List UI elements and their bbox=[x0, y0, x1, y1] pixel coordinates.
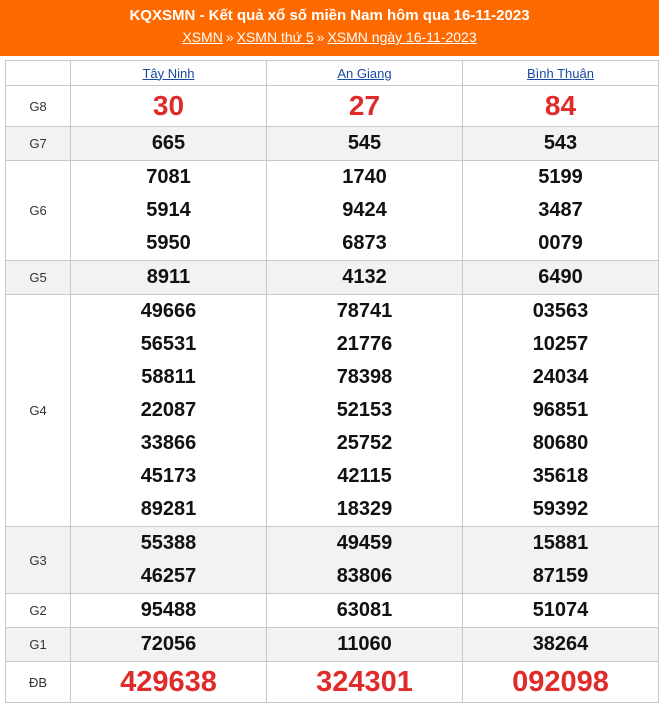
prize-label: G7 bbox=[6, 127, 71, 161]
result-number: 5950 bbox=[146, 232, 191, 254]
prize-cell bbox=[267, 161, 463, 261]
prize-row bbox=[6, 86, 659, 127]
province-header bbox=[267, 61, 463, 86]
result-number: 3487 bbox=[538, 199, 583, 221]
province-header bbox=[463, 61, 659, 86]
prize-row bbox=[6, 628, 659, 662]
result-number: 78741 bbox=[336, 300, 393, 322]
province-link-an-giang[interactable]: An Giang bbox=[337, 65, 392, 81]
prize-label: G5 bbox=[6, 261, 71, 295]
result-number: 9424 bbox=[342, 199, 387, 221]
result-number: 42115 bbox=[337, 465, 392, 487]
prize-label: G1 bbox=[6, 628, 71, 662]
result-number: 8911 bbox=[146, 266, 191, 288]
result-number: 63081 bbox=[336, 599, 393, 621]
result-number: 84 bbox=[544, 90, 577, 121]
result-number: 6490 bbox=[538, 266, 583, 288]
prize-row bbox=[6, 261, 659, 295]
prize-label: G3 bbox=[6, 527, 71, 594]
result-number: 0079 bbox=[538, 232, 583, 254]
prize-row bbox=[6, 295, 659, 527]
prize-rows bbox=[6, 86, 659, 703]
result-number: 51074 bbox=[532, 599, 589, 621]
result-number: 24034 bbox=[532, 366, 589, 388]
prize-row bbox=[6, 161, 659, 261]
page-header bbox=[0, 0, 659, 56]
result-number: 18329 bbox=[336, 498, 393, 520]
prize-cell bbox=[463, 527, 659, 594]
prize-cell bbox=[71, 127, 267, 161]
result-number: 87159 bbox=[532, 565, 589, 587]
result-number: 21776 bbox=[336, 333, 393, 355]
prize-cell bbox=[463, 161, 659, 261]
result-number: 55388 bbox=[140, 532, 197, 554]
prize-cell bbox=[71, 594, 267, 628]
result-number: 49459 bbox=[336, 532, 393, 554]
result-number: 78398 bbox=[336, 366, 393, 388]
result-number: 89281 bbox=[140, 498, 197, 520]
prize-label: G8 bbox=[6, 86, 71, 127]
result-number: 25752 bbox=[336, 432, 393, 454]
result-number: 58811 bbox=[141, 366, 196, 388]
result-number: 72056 bbox=[140, 633, 197, 655]
province-link-binh-thuan[interactable]: Bình Thuận bbox=[527, 65, 594, 81]
prize-cell bbox=[71, 628, 267, 662]
result-number: 1740 bbox=[342, 166, 387, 188]
prize-cell bbox=[267, 127, 463, 161]
result-number: 5914 bbox=[146, 199, 191, 221]
result-number: 22087 bbox=[140, 399, 197, 421]
result-number: 49666 bbox=[140, 300, 197, 322]
result-number: 543 bbox=[543, 132, 578, 154]
result-number: 46257 bbox=[140, 565, 197, 587]
breadcrumb bbox=[0, 27, 659, 47]
prize-label: G2 bbox=[6, 594, 71, 628]
prize-cell bbox=[463, 86, 659, 127]
prize-cell bbox=[71, 161, 267, 261]
breadcrumb-xsmn-date-link[interactable]: XSMN ngày 16-11-2023 bbox=[327, 29, 477, 45]
result-number: 96851 bbox=[532, 399, 589, 421]
prize-cell bbox=[71, 86, 267, 127]
result-number: 4132 bbox=[342, 266, 387, 288]
corner-cell bbox=[6, 61, 71, 86]
result-number: 15881 bbox=[532, 532, 589, 554]
prize-row bbox=[6, 127, 659, 161]
prize-cell bbox=[71, 261, 267, 295]
breadcrumb-xsmn-thu5-link[interactable]: XSMN thứ 5 bbox=[236, 29, 314, 45]
result-number: 56531 bbox=[140, 333, 197, 355]
result-number: 35618 bbox=[532, 465, 589, 487]
prize-cell bbox=[267, 662, 463, 703]
results-table bbox=[5, 60, 659, 703]
result-number: 092098 bbox=[512, 666, 609, 698]
prize-cell bbox=[267, 86, 463, 127]
prize-cell bbox=[71, 527, 267, 594]
result-number: 10257 bbox=[532, 333, 589, 355]
result-number: 7081 bbox=[146, 166, 191, 188]
result-number: 45173 bbox=[140, 465, 197, 487]
breadcrumb-xsmn-link[interactable]: XSMN bbox=[182, 29, 223, 45]
prize-cell bbox=[267, 527, 463, 594]
prize-cell bbox=[71, 662, 267, 703]
prize-row bbox=[6, 594, 659, 628]
result-number: 27 bbox=[348, 90, 381, 121]
result-number: 03563 bbox=[532, 300, 589, 322]
result-number: 33866 bbox=[140, 432, 197, 454]
prize-cell bbox=[267, 295, 463, 527]
result-number: 38264 bbox=[532, 633, 589, 655]
result-number: 429638 bbox=[120, 666, 217, 698]
prize-row bbox=[6, 527, 659, 594]
result-number: 80680 bbox=[532, 432, 589, 454]
breadcrumb-separator: » bbox=[225, 29, 234, 45]
prize-cell bbox=[267, 261, 463, 295]
prize-cell bbox=[463, 261, 659, 295]
prize-cell bbox=[267, 594, 463, 628]
result-number: 83806 bbox=[336, 565, 393, 587]
prize-cell bbox=[463, 295, 659, 527]
province-link-tay-ninh[interactable]: Tây Ninh bbox=[142, 65, 195, 81]
prize-label: G6 bbox=[6, 161, 71, 261]
result-number: 545 bbox=[347, 132, 382, 154]
prize-label: ĐB bbox=[6, 662, 71, 703]
result-number: 6873 bbox=[342, 232, 387, 254]
result-number: 30 bbox=[152, 90, 185, 121]
prize-cell bbox=[463, 628, 659, 662]
prize-row bbox=[6, 662, 659, 703]
prize-cell bbox=[463, 594, 659, 628]
prize-cell bbox=[463, 662, 659, 703]
prize-cell bbox=[463, 127, 659, 161]
result-number: 11060 bbox=[337, 633, 392, 655]
result-number: 59392 bbox=[532, 498, 589, 520]
result-number: 95488 bbox=[140, 599, 197, 621]
result-number: 324301 bbox=[316, 666, 413, 698]
prize-cell bbox=[267, 628, 463, 662]
result-number: 52153 bbox=[336, 399, 393, 421]
prize-label: G4 bbox=[6, 295, 71, 527]
breadcrumb-separator: » bbox=[316, 29, 325, 45]
prize-cell bbox=[71, 295, 267, 527]
province-header-row bbox=[6, 61, 659, 86]
result-number: 5199 bbox=[538, 166, 583, 188]
province-header bbox=[71, 61, 267, 86]
result-number: 665 bbox=[151, 132, 186, 154]
page-title: KQXSMN - Kết quả xổ số miền Nam hôm qua 16-11-2023 bbox=[129, 7, 530, 24]
